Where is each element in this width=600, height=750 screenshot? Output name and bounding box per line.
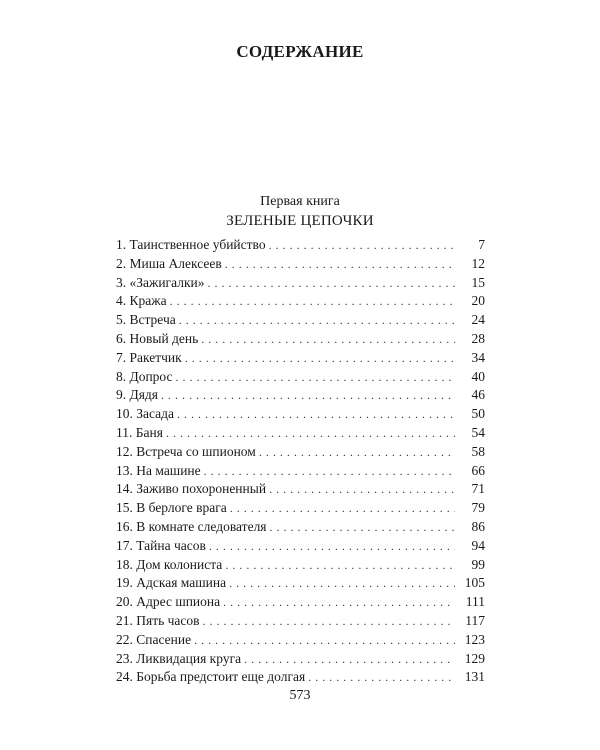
toc-entry-title: 20. Адрес шпиона — [116, 594, 221, 610]
dot-leader — [229, 574, 455, 593]
toc-entry-title: 8. Допрос — [116, 368, 173, 384]
toc-entry — [116, 255, 485, 274]
dot-leader — [166, 424, 455, 443]
dot-leader — [179, 311, 455, 330]
toc-entry-page: 99 — [471, 556, 485, 572]
toc-entry — [116, 405, 485, 424]
page-number: 573 — [289, 688, 311, 703]
toc-entry — [116, 386, 485, 405]
dot-leader — [194, 631, 455, 650]
toc-entry-page: 71 — [471, 481, 485, 497]
toc-entry-title: 19. Адская машина — [116, 575, 227, 591]
toc-entry — [116, 650, 485, 669]
toc-entry-page: 50 — [471, 406, 485, 422]
toc-entry-page: 111 — [465, 594, 485, 610]
toc-entry-page: 58 — [471, 443, 485, 459]
toc-entry-title: 21. Пять часов — [116, 612, 200, 628]
toc-entry-page: 86 — [471, 518, 485, 534]
toc-entry-title: 10. Засада — [116, 406, 175, 422]
toc-entry — [116, 537, 485, 556]
toc-entry-page: 105 — [464, 575, 485, 591]
toc-entry-page: 20 — [471, 293, 485, 309]
toc-entry — [116, 612, 485, 631]
dot-leader — [170, 292, 455, 311]
toc-entry-title: 13. На машине — [116, 462, 201, 478]
toc-entry-page: 46 — [471, 387, 485, 403]
toc-entry-page: 28 — [471, 330, 485, 346]
toc-entry-title: 2. Миша Алексеев — [116, 255, 222, 271]
page-title: СОДЕРЖАНИЕ — [236, 42, 364, 61]
dot-leader — [270, 518, 455, 537]
dot-leader — [223, 593, 455, 612]
dot-leader — [161, 386, 455, 405]
toc-entry-title: 11. Баня — [116, 424, 163, 440]
toc-entry — [116, 631, 485, 650]
toc-entry — [116, 311, 485, 330]
dot-leader — [244, 650, 455, 669]
toc-entry-title: 14. Заживо похороненный — [116, 481, 267, 497]
toc-entry-page: 117 — [465, 612, 485, 628]
toc-entry — [116, 574, 485, 593]
toc-entry — [116, 668, 485, 687]
toc-entry — [116, 424, 485, 443]
toc-entry-title: 17. Тайна часов — [116, 537, 206, 553]
table-of-contents — [116, 236, 485, 687]
toc-entry-title: 12. Встреча со шпионом — [116, 443, 256, 459]
dot-leader — [225, 556, 455, 575]
toc-entry — [116, 368, 485, 387]
book-label: Первая книга — [260, 194, 340, 209]
toc-entry — [116, 462, 485, 481]
dot-leader — [269, 480, 455, 499]
toc-entry-title: 4. Кража — [116, 293, 167, 309]
toc-entry-title: 23. Ликвидация круга — [116, 650, 242, 666]
toc-entry-page: 79 — [471, 500, 485, 516]
dot-leader — [185, 349, 455, 368]
dot-leader — [203, 612, 455, 631]
toc-entry-page: 12 — [471, 255, 485, 271]
toc-entry-page: 24 — [471, 312, 485, 328]
toc-entry-title: 9. Дядя — [116, 387, 158, 403]
dot-leader — [259, 443, 455, 462]
toc-entry-title: 18. Дом колониста — [116, 556, 223, 572]
toc-entry-page: 54 — [471, 424, 485, 440]
toc-entry-title: 16. В комнате следователя — [116, 518, 267, 534]
toc-entry-title: 6. Новый день — [116, 330, 199, 346]
toc-entry-title: 22. Спасение — [116, 631, 192, 647]
toc-entry-title: 7. Ракетчик — [116, 349, 182, 365]
toc-entry — [116, 518, 485, 537]
dot-leader — [269, 236, 455, 255]
toc-entry — [116, 274, 485, 293]
toc-entry-page: 7 — [478, 237, 485, 252]
dot-leader — [177, 405, 455, 424]
dot-leader — [230, 499, 455, 518]
toc-entry-page: 94 — [471, 537, 485, 553]
toc-entry — [116, 499, 485, 518]
dot-leader — [204, 462, 455, 481]
toc-entry — [116, 292, 485, 311]
toc-entry-page: 40 — [471, 368, 485, 384]
toc-entry-page: 34 — [471, 349, 485, 365]
toc-entry-title: 24. Борьба предстоит еще долгая — [116, 669, 306, 685]
toc-entry — [116, 593, 485, 612]
toc-entry-title: 5. Встреча — [116, 312, 176, 328]
toc-entry-page: 15 — [471, 274, 485, 290]
toc-entry-page: 66 — [471, 462, 485, 478]
dot-leader — [308, 668, 455, 687]
toc-entry — [116, 480, 485, 499]
toc-entry-title: 3. «Зажигалки» — [116, 274, 205, 290]
toc-entry — [116, 556, 485, 575]
toc-entry — [116, 330, 485, 349]
toc-entry — [116, 349, 485, 368]
toc-entry-page: 131 — [464, 669, 485, 685]
toc-entry — [116, 443, 485, 462]
dot-leader — [176, 368, 455, 387]
toc-entry-title: 15. В берлоге врага — [116, 500, 227, 516]
toc-entry-page: 129 — [464, 650, 485, 666]
dot-leader — [201, 330, 455, 349]
book-title: ЗЕЛЕНЫЕ ЦЕПОЧКИ — [226, 213, 374, 229]
toc-entry — [116, 236, 485, 255]
dot-leader — [207, 274, 455, 293]
toc-entry-title: 1. Таинственное убийство — [116, 237, 266, 252]
toc-entry-page: 123 — [464, 631, 485, 647]
dot-leader — [209, 537, 455, 556]
dot-leader — [225, 255, 455, 274]
